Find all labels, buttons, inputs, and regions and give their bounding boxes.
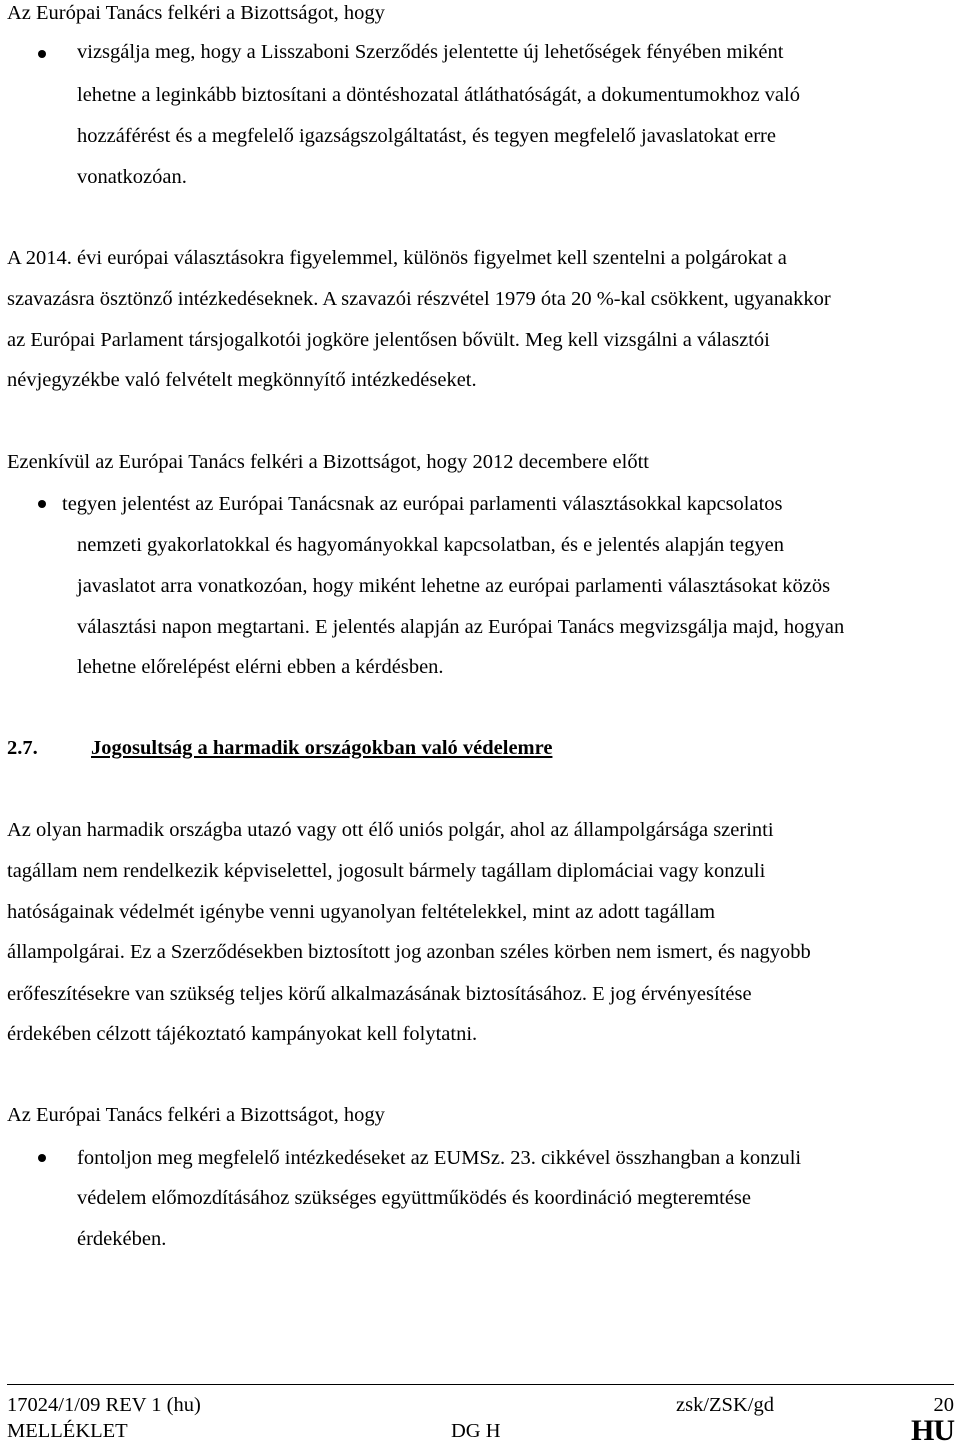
bullet-line: vizsgálja meg, hogy a Lisszaboni Szerződés jelentette új lehetőségek fényében miként bbox=[77, 41, 784, 63]
bullet-line: vonatkozóan. bbox=[77, 166, 187, 188]
footer-language-code: HU bbox=[911, 1414, 954, 1447]
paragraph-line: erőfeszítésekre van szükség teljes körű alkalmazásának biztosításához. E jog érvényesítése bbox=[7, 983, 752, 1005]
bullet-line: javaslatot arra vonatkozóan, hogy miként lehetne az európai parlamenti választásokat közös bbox=[77, 575, 831, 597]
footer-doc-ref: 17024/1/09 REV 1 (hu) bbox=[7, 1394, 201, 1416]
footer-dg: DG H bbox=[451, 1420, 501, 1442]
paragraph-line: A 2014. évi európai választásokra figyelemmel, különös figyelmet kell szentelni a polgárokat a bbox=[7, 247, 787, 269]
bullet-icon bbox=[38, 50, 46, 58]
paragraph-line: tagállam nem rendelkezik képviselettel, jogosult bármely tagállam diplomáciai vagy konzuli bbox=[7, 860, 766, 882]
bullet-line: hozzáférést és a megfelelő igazságszolgáltatást, és tegyen megfelelő javaslatokat erre bbox=[77, 125, 776, 147]
paragraph-line: hatóságainak védelmét igénybe venni ugyanolyan feltételekkel, mint az adott tagállam bbox=[7, 901, 716, 923]
paragraph-line: érdekében célzott tájékoztató kampányokat kell folytatni. bbox=[7, 1023, 478, 1045]
bullet-icon bbox=[38, 1154, 46, 1162]
bullet-line: tegyen jelentést az Európai Tanácsnak az európai parlamenti választásokkal kapcsolatos bbox=[62, 493, 783, 515]
footer-page-number: 20 bbox=[933, 1394, 954, 1416]
bullet-icon bbox=[38, 500, 46, 508]
paragraph-line: az Európai Parlament társjogalkotói jogköre jelentősen bővült. Meg kell vizsgálni a választói bbox=[7, 329, 770, 351]
bullet-line: lehetne a leginkább biztosítani a döntéshozatal átláthatóságát, a dokumentumokhoz való bbox=[77, 84, 800, 106]
paragraph-line: szavazásra ösztönző intézkedéseknek. A szavazói részvétel 1979 óta 20 %-kal csökkent, ugyanakkor bbox=[7, 288, 831, 310]
bullet-line: védelem előmozdításához szükséges együttműködés és koordináció megteremtése bbox=[77, 1187, 752, 1209]
intro-text: Ezenkívül az Európai Tanács felkéri a Bizottságot, hogy 2012 decembere előtt bbox=[7, 451, 649, 473]
bullet-line: fontoljon meg megfelelő intézkedéseket az EUMSz. 23. cikkével összhangban a konzuli bbox=[77, 1147, 802, 1169]
paragraph-line: névjegyzékbe való felvételt megkönnyítő intézkedéseket. bbox=[7, 369, 477, 391]
section-number: 2.7. bbox=[7, 737, 38, 759]
bullet-line: lehetne előrelépést elérni ebben a kérdésben. bbox=[77, 656, 444, 678]
section-title: Jogosultság a harmadik országokban való védelemre bbox=[91, 737, 553, 759]
footer-annex: MELLÉKLET bbox=[7, 1420, 128, 1442]
bullet-line: érdekében. bbox=[77, 1228, 167, 1250]
footer-rule bbox=[7, 1384, 954, 1385]
paragraph-line: Az olyan harmadik országba utazó vagy ott élő uniós polgár, ahol az állampolgársága szerinti bbox=[7, 819, 774, 841]
bullet-line: nemzeti gyakorlatokkal és hagyományokkal kapcsolatban, és e jelentés alapján tegyen bbox=[77, 534, 784, 556]
footer-initials: zsk/ZSK/gd bbox=[676, 1394, 774, 1416]
bullet-line: választási napon megtartani. E jelentés alapján az Európai Tanács megvizsgálja majd, hogyan bbox=[77, 616, 845, 638]
intro-text: Az Európai Tanács felkéri a Bizottságot, hogy bbox=[7, 2, 385, 24]
paragraph-line: állampolgárai. Ez a Szerződésekben biztosított jog azonban széles körben nem ismert, és nagyobb bbox=[7, 941, 811, 963]
intro-text: Az Európai Tanács felkéri a Bizottságot, hogy bbox=[7, 1104, 385, 1126]
